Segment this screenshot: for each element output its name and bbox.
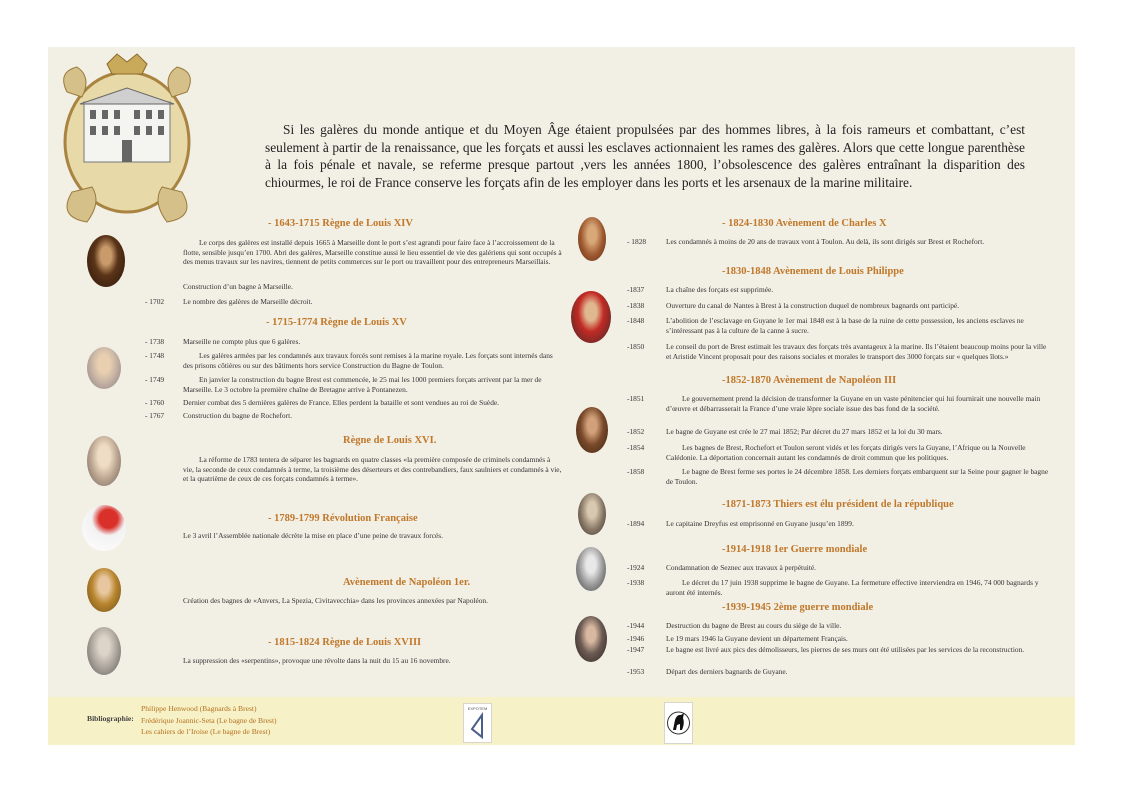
horse-icon (665, 703, 692, 743)
year-1852: -1852 (627, 427, 645, 436)
year-1702: - 1702 (145, 297, 165, 306)
year-1848: -1848 (627, 316, 645, 325)
intro-paragraph: Si les galères du monde antique et du Moyen Âge étaient propulsées par des hommes libres, à la fois rameurs et combattant, c’est seulement à partir de la renaissance, que les forçats et aussi les esclaves actionnaient les rames des galères. Alors que cette longue parenthèse à la fois pénale et navale, se referme presque partout ,vers les années 1800, l’obsolescence des galères entraînant la disparition des chiourmes, le roi de France conserve les forçats afin de les employer dans les ports et les arsenaux de la marine militaire. (265, 122, 1025, 190)
year-1767: - 1767 (145, 411, 165, 420)
heading-louis-xv: - 1715-1774 Règne de Louis XV (266, 317, 407, 328)
year-1748: - 1748 (145, 351, 165, 360)
text-1854: Les bagnes de Brest, Rochefort et Toulon seront vidés et les forçats dirigés vers la Guyane, l’Afrique ou la Nouvelle Calédonie. La déportation concernait autant les condamnés de droit commun que les politiques. (666, 443, 1026, 462)
bibliography-label: Bibliographie: (87, 714, 134, 723)
portrait-louis-philippe (571, 291, 611, 343)
text-1851: Le gouvernement prend la décision de transformer la Guyane en un vaste pénitencier qui lui fournirait une nouvelle main d’œuvre et débarrasserait la France d’une vraie lèpre sociale issue des bas fond de la société. (666, 394, 1041, 413)
year-1850: -1850 (627, 342, 645, 351)
year-1828: - 1828 (627, 237, 647, 246)
text-1894: Le capitaine Dreyfus est emprisonné en Guyane jusqu’en 1899. (666, 519, 854, 528)
text-1838: Ouverture du canal de Nantes à Brest à la construction duquel de nombreux bagnards ont participé. (666, 301, 960, 310)
heading-louis-xviii: - 1815-1824 Règne de Louis XVIII (268, 637, 422, 648)
portrait-revolution-cap (82, 505, 126, 551)
year-1894: -1894 (627, 519, 645, 528)
text-1748: Les galères armées par les condamnés aux travaux forcés sont remises à la marine royale. Les forçats sont internés dans des prisons côtières ou sur des bâtiments hors service Construction du Bagne de Toulon. (183, 351, 553, 370)
text-1938: Le décret du 17 juin 1938 supprime le bagne de Guyane. La fermeture effective interviendra en 1946, 74 000 bagnards y auront été internés. (666, 578, 1039, 597)
year-1838: -1838 (627, 301, 645, 310)
year-1924: -1924 (627, 563, 645, 572)
heading-louis-xvi: Règne de Louis XVI. (343, 435, 437, 446)
text-1953: Départ des derniers bagnards de Guyane. (666, 667, 788, 676)
text-1848: L’abolition de l’esclavage en Guyane le 1er mai 1848 est à la base de la ruine de cette possession, les anciens esclaves ne s’intéressant pas à la culture de la canne à sucre. (666, 316, 1024, 335)
year-1858: -1858 (627, 467, 645, 476)
text-1738: Marseille ne compte plus que 6 galères. (183, 337, 301, 346)
heading-revolution: - 1789-1799 Révolution Française (268, 513, 418, 524)
text-revolution: Le 3 avril l’Assemblée nationale décrète la mise en place d’une peine de travaux forcés. (183, 531, 443, 540)
bibliography-list (141, 703, 277, 738)
year-1760: - 1760 (145, 398, 165, 407)
portrait-louis-xiv (87, 235, 125, 287)
portrait-napoleon-iii (576, 407, 608, 453)
portrait-louis-xvi (87, 436, 121, 486)
heading-louis-philippe: -1830-1848 Avènement de Louis Philippe (722, 266, 904, 277)
portrait-louis-xv (87, 347, 121, 389)
text-1858: Le bagne de Brest ferme ses portes le 24 décembre 1858. Les derniers forçats embarquent sur la Seine pour gagner le bagne de Toulon. (666, 467, 1049, 486)
year-1854: -1854 (627, 443, 645, 452)
text-louis-xiv-p1: Le corps des galères est installé depuis 1665 à Marseille dont le port s’est agrandi pour faire face à l’accroissement de la flotte, sensible jusqu’en 1700. Abri des galères, Marseille constitue aussi le lieu essentiel de vie des galériens qui sont occupés à des menus travaux sur les navires, tiennent de petits commerces sur le port ou travaillent pour des entrepreneurs Marseillais. (183, 238, 562, 267)
text-1837: La chaîne des forçats est supprimée. (666, 285, 774, 294)
portrait-ww2 (575, 616, 607, 662)
heading-napoleon-i: Avènement de Napoléon 1er. (343, 577, 471, 588)
portrait-ww1 (576, 547, 606, 591)
text-louis-xvi-p1: La réforme de 1783 tentera de séparer les bagnards en quatre classes «la première composée de criminels condamnés à vie, la seconde de ceux condamnés à terme, la troisième des déserteurs et des contrebandiers, faux saulniers et condamnés à vie, et la quatrième de ceux de ces forçats condamnés à terme». (183, 455, 562, 484)
portrait-louis-xviii (87, 627, 121, 675)
bibliography-ref-1: Philippe Henwood (Bagnards à Brest) (141, 704, 257, 713)
year-1953: -1953 (627, 667, 645, 676)
text-1850: Le conseil du port de Brest estimait les travaux des forçats très avantageux à la marine. Ils l’étaient beaucoup moins pour la ville et Aristide Vincent proposait pour des raisons sociales et morales le transport des 3000 forçats sur « quelques îlots.» (666, 342, 1047, 361)
portrait-charles-x (578, 217, 606, 261)
heading-ww2: -1939-1945 2ème guerre mondiale (722, 602, 874, 613)
year-1946: -1946 (627, 634, 645, 643)
text-louis-xiv-p2: Construction d’un bagne à Marseille. (183, 282, 293, 291)
text-1760: Dernier combat des 5 dernières galères de France. Elles perdent la bataille et sont vendues au roi de Suède. (183, 398, 500, 407)
year-1749: - 1749 (145, 375, 165, 384)
expotem-logo: EXPOTEM (463, 703, 492, 743)
text-1828: Les condamnés à moins de 20 ans de travaux vont à Toulon. Au delà, ils sont dirigés sur Brest et Rochefort. (666, 237, 985, 246)
portrait-napoleon-i (87, 568, 121, 612)
heading-napoleon-iii: -1852-1870 Avènement de Napoléon III (722, 375, 897, 386)
year-1851: -1851 (627, 394, 645, 403)
text-1924: Condamnation de Seznec aux travaux à perpétuité. (666, 563, 817, 572)
bibliography-ref-2: Frédérique Joannic-Seta (Le bagne de Brest) (141, 715, 277, 725)
text-1947: Le bagne est livré aux pics des démolisseurs, les pierres de ses murs ont été utilisées par les services de la reconstruction. (666, 645, 1025, 654)
year-1944: -1944 (627, 621, 645, 630)
year-1947: -1947 (627, 645, 645, 654)
year-1938: -1938 (627, 578, 645, 587)
text-1767: Construction du bagne de Rochefort. (183, 411, 292, 420)
heading-louis-xiv: - 1643-1715 Règne de Louis XIV (268, 218, 413, 229)
text-napoleon-i: Création des bagnes de «Anvers, La Spezia, Civitavecchia» dans les provinces annexées par Napoléon. (183, 596, 488, 605)
text-1944: Destruction du bagne de Brest au cours du siège de la ville. (666, 621, 842, 630)
horse-emblem-logo (664, 702, 693, 744)
crest-illustration (52, 52, 202, 228)
bibliography-ref-3: Les cahiers de l’Iroise (Le bagne de Brest) (141, 727, 271, 737)
text-1852: Le bagne de Guyane est crée le 27 mai 1852; Par décret du 27 mars 1852 et la loi du 30 mars. (666, 427, 943, 436)
text-1749: En janvier la construction du bagne Brest est commencée, le 25 mai les 1000 premiers forçats arrivent par la mer de Marseille. Le 3 octobre la première chaîne de Bretagne arrive à Pontanezen. (183, 375, 542, 394)
portrait-thiers (578, 493, 606, 535)
heading-ww1: -1914-1918 1er Guerre mondiale (722, 544, 868, 555)
text-1702: Le nombre des galères de Marseille décroit. (183, 297, 313, 306)
year-1837: -1837 (627, 285, 645, 294)
expotem-mark-icon (464, 711, 491, 741)
heading-charles-x: - 1824-1830 Avènement de Charles X (722, 218, 887, 229)
heading-thiers: -1871-1873 Thiers est élu président de la république (722, 499, 954, 510)
year-1738: - 1738 (145, 337, 165, 346)
text-louis-xviii: La suppression des «serpentins», provoque une révolte dans la nuit du 15 au 16 novembre. (183, 656, 451, 665)
text-1946: Le 19 mars 1946 la Guyane devient un département Français. (666, 634, 848, 643)
